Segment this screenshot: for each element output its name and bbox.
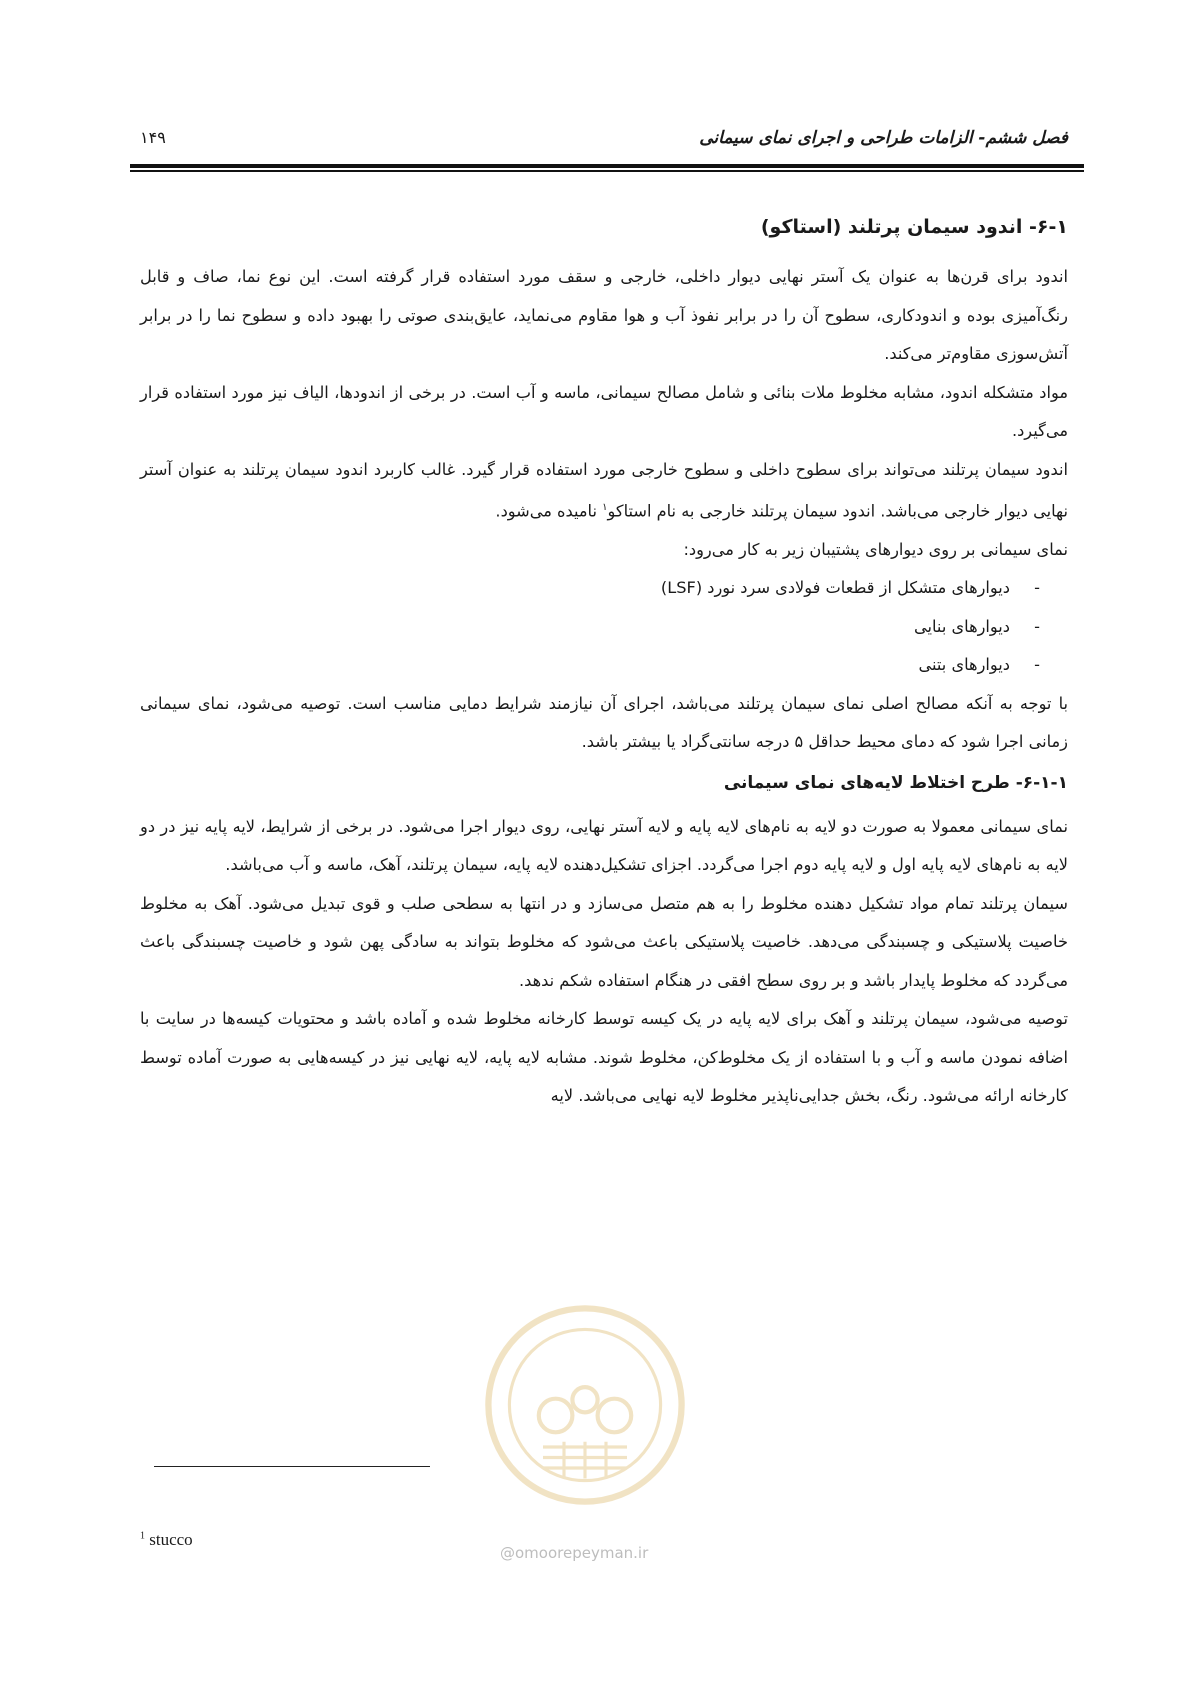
list-dash: - [1034,616,1040,636]
paragraph: اندود برای قرن‌ها به عنوان یک آستر نهایی دیوار داخلی، خارجی و سقف مورد استفاده قرار گرفته است. این نوع نما، صاف و قابل رنگ‌آمیزی بوده و اندودکاری، سطوح آن را در برابر نفوذ آب و هوا مقاوم می‌نماید، عایق‌بندی صوتی را بهبود داده و سطوح نما را در برابر آتش‌سوزی مقاوم‌تر می‌کند. [140,267,1068,363]
chapter-title: فصل ششم- الزامات طراحی و اجرای نمای سیمانی [699,128,1068,148]
footnote-text: stucco [149,1530,193,1549]
subsection-heading: ۶-۱-۱- طرح اختلاط لایه‌های نمای سیمانی [723,772,1068,793]
footnote-separator [154,1466,430,1467]
page-number: ۱۴۹ [140,128,166,147]
footnote [140,1530,193,1550]
page-header [140,128,1068,152]
wall-types-list [140,569,1068,685]
list-item: -دیوارهای متشکل از قطعات فولادی سرد نورد (LSF) [140,569,1040,608]
list-item: -دیوارهای بنایی [140,608,1040,647]
watermark-text: @omoorepeyman.ir [500,1544,649,1562]
paragraph: توصیه می‌شود، سیمان پرتلند و آهک برای لایه پایه در یک کیسه توسط کارخانه مخلوط شده و آماده باشد و محتویات کیسه‌ها در سایت با اضافه نمودن ماسه و آب و با استفاده از یک مخلوط‌کن، مخلوط شوند. مشابه لایه پایه، لایه نهایی نیز در کیسه‌هایی به صورت آماده توسط کارخانه ارائه می‌شود. رنگ، بخش جدایی‌ناپذیر مخلوط لایه نهایی می‌باشد. لایه [140,1009,1068,1106]
list-item: -دیوارهای بتنی [140,646,1040,685]
footnote-ref[interactable]: ۱ [602,502,608,513]
section-heading: ۶-۱- اندود سیمان پرتلند (استاکو) [760,216,1068,238]
paragraph: سیمان پرتلند تمام مواد تشکیل دهنده مخلوط را به هم متصل می‌سازد و در انتها به سطحی صلب و قوی تبدیل می‌شود. آهک به مخلوط خاصیت پلاستیکی و چسبندگی می‌دهد. خاصیت پلاستیکی باعث می‌شود که مخلوط بتواند به سادگی پهن شود و خاصیت چسبندگی باعث می‌گردد که مخلوط پایدار باشد و بر روی سطح افقی در هنگام استفاده شکم ندهد. [140,893,1068,990]
watermark-seal-icon [480,1300,690,1510]
paragraph: با توجه به آنکه مصالح اصلی نمای سیمان پرتلند می‌باشد، اجرای آن نیازمند شرایط دمایی مناسب است. توصیه می‌شود، نمای سیمانی زمانی اجرا شود که دمای محیط حداقل ۵ درجه سانتی‌گراد یا بیشتر باشد. [140,693,1068,752]
header-rule-thick [130,164,1084,168]
header-rule-thin [130,170,1084,172]
footnote-number: 1 [140,1530,145,1542]
paragraph [140,451,1068,531]
paragraph: نمای سیمانی بر روی دیوارهای پشتیبان زیر به کار می‌رود: [683,539,1068,559]
paragraph-text: نامیده می‌شود. [495,501,603,521]
page-body [140,212,1068,1116]
list-dash: - [1034,578,1040,598]
paragraph: نمای سیمانی معمولا به صورت دو لایه به نام‌های لایه پایه و لایه آستر نهایی، روی دیوار اجرا می‌شود. در برخی از شرایط، لایه پایه نیز در دو لایه به نام‌های لایه پایه اول و لایه پایه دوم اجرا می‌گردد. اجزای تشکیل‌دهنده لایه پایه، سیمان پرتلند، آهک، ماسه و آب می‌باشد. [140,816,1068,875]
paragraph: مواد متشکله اندود، مشابه مخلوط ملات بنائی و شامل مصالح سیمانی، ماسه و آب است. در برخی از اندودها، الیاف نیز مورد استفاده قرار می‌گیرد. [140,382,1068,440]
list-dash: - [1034,655,1040,675]
paragraph-text: اندود سیمان پرتلند می‌تواند برای سطوح داخلی و سطوح خارجی مورد استفاده قرار گیرد. غالب کاربرد اندود سیمان پرتلند به عنوان آستر نهایی دیوار خارجی می‌باشد. اندود سیمان پرتلند خارجی به نام استاکو [140,459,1068,521]
